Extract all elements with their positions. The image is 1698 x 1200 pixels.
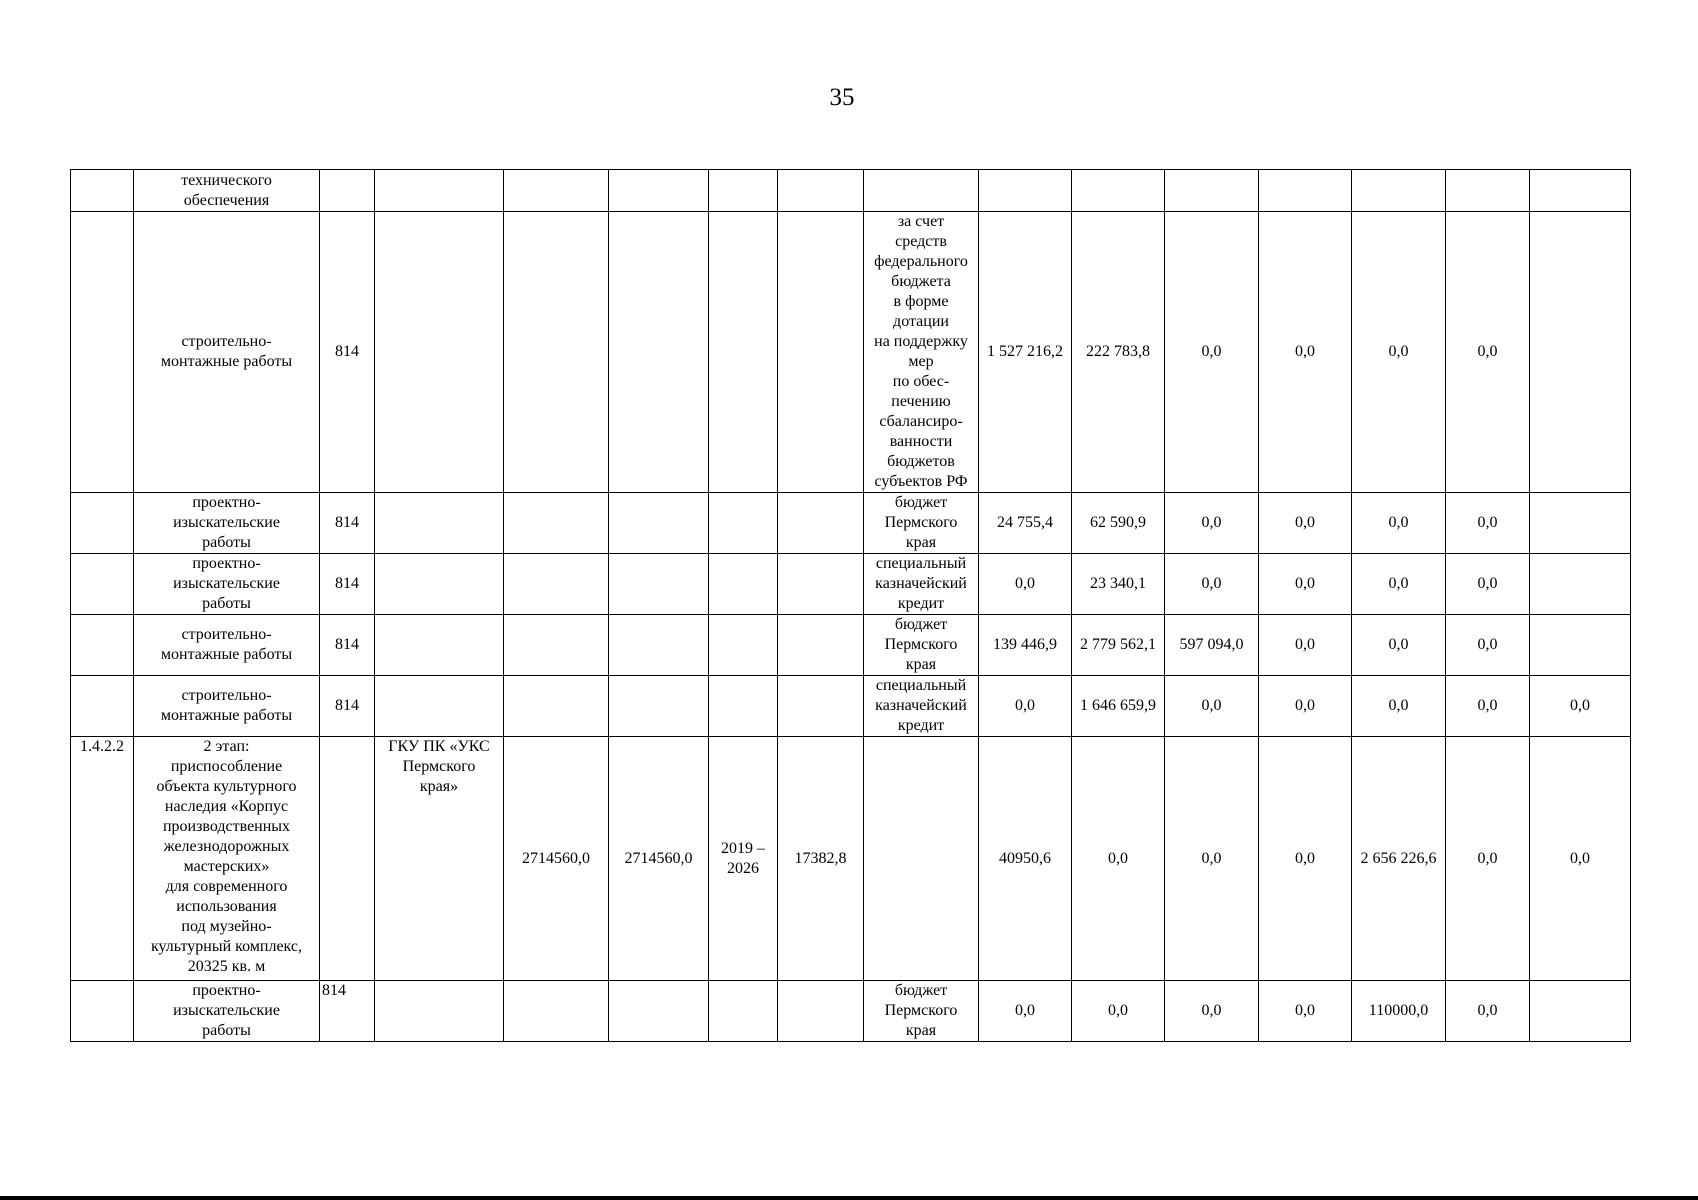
amount: 0,0 xyxy=(1446,212,1530,493)
executor: ГКУ ПК «УКС Пермского края» xyxy=(375,737,504,981)
funding-source: за счет средств федерального бюджета в форме дотации на поддержку мер по обес- печению сбалансиро- ванности бюджетов субъектов РФ xyxy=(864,212,979,493)
amount xyxy=(1530,170,1631,212)
prior-financing: 17382,8 xyxy=(778,737,864,981)
years xyxy=(709,170,778,212)
amount: 40950,6 xyxy=(979,737,1072,981)
amount: 2 779 562,1 xyxy=(1072,615,1165,676)
page-number: 35 xyxy=(829,84,855,111)
years xyxy=(709,676,778,737)
amount: 0,0 xyxy=(979,554,1072,615)
work-name: проектно- изыскательские работы xyxy=(134,554,320,615)
amount: 0,0 xyxy=(1446,981,1530,1042)
amount xyxy=(1165,170,1259,212)
amount: 0,0 xyxy=(1259,615,1352,676)
amount: 0,0 xyxy=(1072,737,1165,981)
row-id xyxy=(71,554,134,615)
prior-financing xyxy=(778,212,864,493)
scan-bottom-edge xyxy=(0,1196,1698,1200)
total-cost xyxy=(504,676,609,737)
total-cost xyxy=(504,170,609,212)
amount: 0,0 xyxy=(1446,676,1530,737)
work-name: строительно- монтажные работы xyxy=(134,676,320,737)
years xyxy=(709,212,778,493)
code: 814 xyxy=(320,615,375,676)
code: 814 xyxy=(320,493,375,554)
estimated-cost xyxy=(609,554,709,615)
prior-financing xyxy=(778,981,864,1042)
code: 814 xyxy=(320,981,375,1042)
amount: 110000,0 xyxy=(1352,981,1446,1042)
prior-financing xyxy=(778,554,864,615)
executor xyxy=(375,676,504,737)
amount: 222 783,8 xyxy=(1072,212,1165,493)
total-cost xyxy=(504,981,609,1042)
amount: 0,0 xyxy=(1352,493,1446,554)
table-row xyxy=(71,615,1631,676)
funding-source xyxy=(864,737,979,981)
years: 2019 – 2026 xyxy=(709,737,778,981)
amount xyxy=(979,170,1072,212)
amount: 0,0 xyxy=(1446,737,1530,981)
table-row xyxy=(71,737,1631,981)
code xyxy=(320,170,375,212)
estimated-cost xyxy=(609,981,709,1042)
amount xyxy=(1530,615,1631,676)
budget-table xyxy=(70,169,1631,1042)
estimated-cost xyxy=(609,493,709,554)
prior-financing xyxy=(778,170,864,212)
code xyxy=(320,737,375,981)
table-row xyxy=(71,981,1631,1042)
amount xyxy=(1530,212,1631,493)
funding-source: специальный казначейский кредит xyxy=(864,676,979,737)
amount: 0,0 xyxy=(1352,676,1446,737)
amount xyxy=(1072,170,1165,212)
amount: 0,0 xyxy=(1165,737,1259,981)
amount: 0,0 xyxy=(1165,981,1259,1042)
executor xyxy=(375,554,504,615)
row-id xyxy=(71,212,134,493)
work-name: строительно- монтажные работы xyxy=(134,212,320,493)
amount: 23 340,1 xyxy=(1072,554,1165,615)
amount: 0,0 xyxy=(1259,212,1352,493)
amount: 0,0 xyxy=(1446,493,1530,554)
row-id: 1.4.2.2 xyxy=(71,737,134,981)
total-cost: 2714560,0 xyxy=(504,737,609,981)
amount: 0,0 xyxy=(1352,554,1446,615)
years xyxy=(709,493,778,554)
row-id xyxy=(71,493,134,554)
amount: 24 755,4 xyxy=(979,493,1072,554)
executor xyxy=(375,212,504,493)
work-name: технического обеспечения xyxy=(134,170,320,212)
work-name: проектно- изыскательские работы xyxy=(134,493,320,554)
amount xyxy=(1530,493,1631,554)
executor xyxy=(375,615,504,676)
amount: 0,0 xyxy=(1259,554,1352,615)
executor xyxy=(375,493,504,554)
row-id xyxy=(71,615,134,676)
funding-source: бюджет Пермского края xyxy=(864,615,979,676)
amount xyxy=(1530,554,1631,615)
amount: 0,0 xyxy=(1259,737,1352,981)
prior-financing xyxy=(778,493,864,554)
amount: 0,0 xyxy=(1446,615,1530,676)
amount: 0,0 xyxy=(1259,493,1352,554)
amount: 0,0 xyxy=(979,981,1072,1042)
amount: 0,0 xyxy=(1165,676,1259,737)
amount: 62 590,9 xyxy=(1072,493,1165,554)
funding-source xyxy=(864,170,979,212)
amount: 0,0 xyxy=(1259,981,1352,1042)
table-row xyxy=(71,554,1631,615)
amount: 0,0 xyxy=(1165,493,1259,554)
years xyxy=(709,615,778,676)
funding-source: специальный казначейский кредит xyxy=(864,554,979,615)
amount: 0,0 xyxy=(1165,554,1259,615)
table-row xyxy=(71,676,1631,737)
prior-financing xyxy=(778,615,864,676)
code: 814 xyxy=(320,554,375,615)
prior-financing xyxy=(778,676,864,737)
row-id xyxy=(71,170,134,212)
amount: 0,0 xyxy=(1530,676,1631,737)
total-cost xyxy=(504,493,609,554)
amount xyxy=(1259,170,1352,212)
estimated-cost xyxy=(609,676,709,737)
work-name: строительно- монтажные работы xyxy=(134,615,320,676)
amount: 2 656 226,6 xyxy=(1352,737,1446,981)
amount: 0,0 xyxy=(1352,615,1446,676)
code: 814 xyxy=(320,676,375,737)
table-row xyxy=(71,212,1631,493)
amount: 0,0 xyxy=(1446,554,1530,615)
amount xyxy=(1530,981,1631,1042)
code: 814 xyxy=(320,212,375,493)
amount: 0,0 xyxy=(1072,981,1165,1042)
table-row xyxy=(71,493,1631,554)
amount: 0,0 xyxy=(1259,676,1352,737)
amount: 1 646 659,9 xyxy=(1072,676,1165,737)
funding-source: бюджет Пермского края xyxy=(864,493,979,554)
amount: 0,0 xyxy=(1352,212,1446,493)
estimated-cost xyxy=(609,615,709,676)
work-name: проектно- изыскательские работы xyxy=(134,981,320,1042)
total-cost xyxy=(504,615,609,676)
row-id xyxy=(71,981,134,1042)
executor xyxy=(375,170,504,212)
amount: 0,0 xyxy=(979,676,1072,737)
funding-source: бюджет Пермского края xyxy=(864,981,979,1042)
amount: 1 527 216,2 xyxy=(979,212,1072,493)
executor xyxy=(375,981,504,1042)
estimated-cost: 2714560,0 xyxy=(609,737,709,981)
amount: 0,0 xyxy=(1530,737,1631,981)
amount: 0,0 xyxy=(1165,212,1259,493)
table-row xyxy=(71,170,1631,212)
amount: 139 446,9 xyxy=(979,615,1072,676)
row-id xyxy=(71,676,134,737)
work-name: 2 этап: приспособление объекта культурного наследия «Корпус производственных железнодорожных мастерских» для современного использования под музейно- культурный комплекс, 20325 кв. м xyxy=(134,737,320,981)
amount: 597 094,0 xyxy=(1165,615,1259,676)
years xyxy=(709,554,778,615)
estimated-cost xyxy=(609,212,709,493)
estimated-cost xyxy=(609,170,709,212)
years xyxy=(709,981,778,1042)
amount xyxy=(1446,170,1530,212)
total-cost xyxy=(504,212,609,493)
amount xyxy=(1352,170,1446,212)
total-cost xyxy=(504,554,609,615)
